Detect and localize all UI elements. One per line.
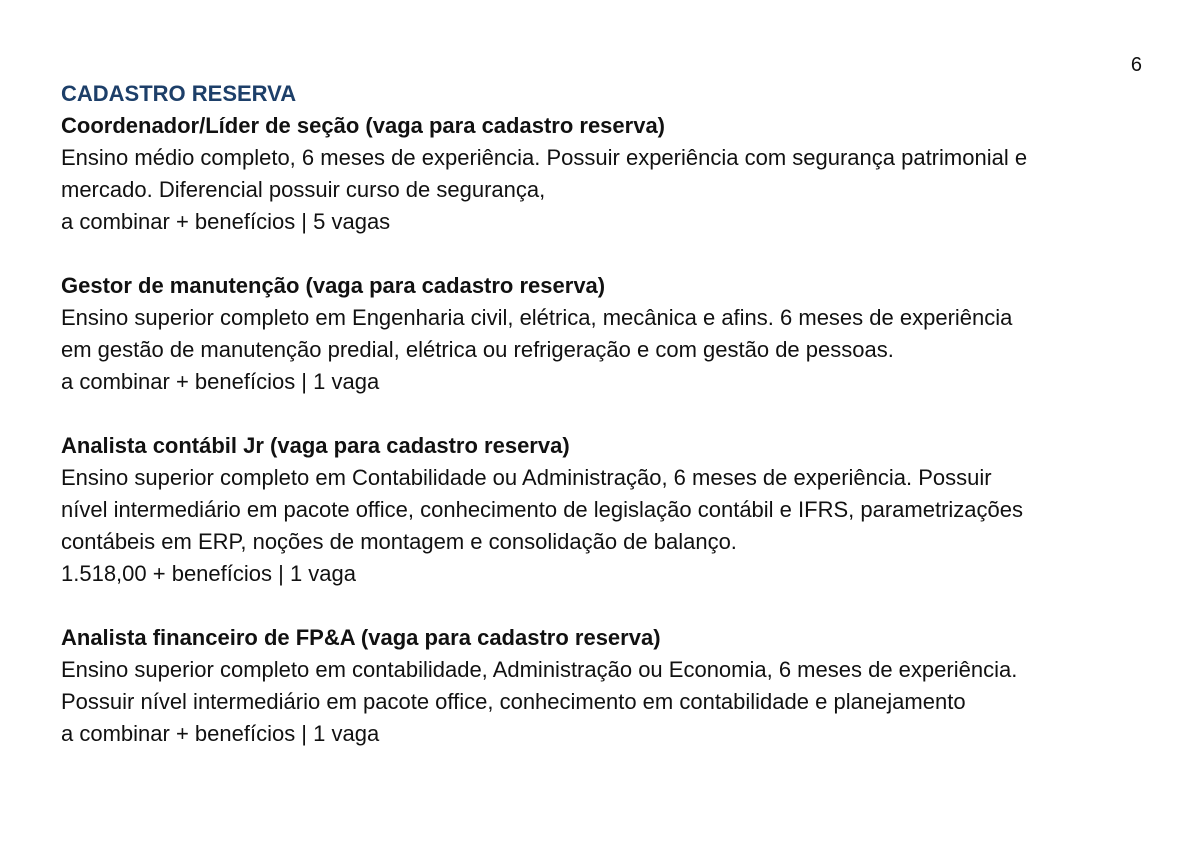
job-description-line: em gestão de manutenção predial, elétrica ou refrigeração e com gestão de pessoas. — [61, 337, 894, 362]
job-description-line: Possuir nível intermediário em pacote office, conhecimento em contabilidade e planejamento — [61, 689, 966, 714]
job-salary: a combinar + benefícios | 1 vaga — [61, 721, 380, 746]
job-description — [61, 142, 1151, 206]
job-description — [61, 654, 1151, 718]
job-description-line: Ensino superior completo em Engenharia civil, elétrica, mecânica e afins. 6 meses de experiência — [61, 305, 1013, 330]
job-description-line: mercado. Diferencial possuir curso de segurança, — [61, 177, 546, 202]
job-salary: a combinar + benefícios | 1 vaga — [61, 369, 380, 394]
job-description-line: Ensino superior completo em contabilidade, Administração ou Economia, 6 meses de experiência. — [61, 657, 1018, 682]
job-description-line: Ensino médio completo, 6 meses de experiência. Possuir experiência com segurança patrimonial e — [61, 145, 1028, 170]
job-description — [61, 462, 1151, 558]
job-description — [61, 302, 1151, 366]
job-listing-content — [61, 78, 1151, 782]
job-salary: 1.518,00 + benefícios | 1 vaga — [61, 561, 356, 586]
job-entry-analista-contabil — [61, 430, 1151, 590]
job-entry-analista-financeiro — [61, 622, 1151, 750]
job-description-line: nível intermediário em pacote office, conhecimento de legislação contábil e IFRS, parametrizações — [61, 497, 1023, 522]
job-entry-coordenador — [61, 110, 1151, 238]
job-title: Coordenador/Líder de seção (vaga para cadastro reserva) — [61, 113, 666, 138]
job-title: Gestor de manutenção (vaga para cadastro reserva) — [61, 273, 606, 298]
job-salary: a combinar + benefícios | 5 vagas — [61, 209, 391, 234]
job-title: Analista financeiro de FP&A (vaga para cadastro reserva) — [61, 625, 661, 650]
job-description-line: Ensino superior completo em Contabilidade ou Administração, 6 meses de experiência. Possuir — [61, 465, 992, 490]
page-number: 6 — [1130, 54, 1142, 76]
job-entry-gestor-manutencao — [61, 270, 1151, 398]
section-title: CADASTRO RESERVA — [61, 81, 297, 106]
job-description-line: contábeis em ERP, noções de montagem e consolidação de balanço. — [61, 529, 737, 554]
job-title: Analista contábil Jr (vaga para cadastro reserva) — [61, 433, 570, 458]
